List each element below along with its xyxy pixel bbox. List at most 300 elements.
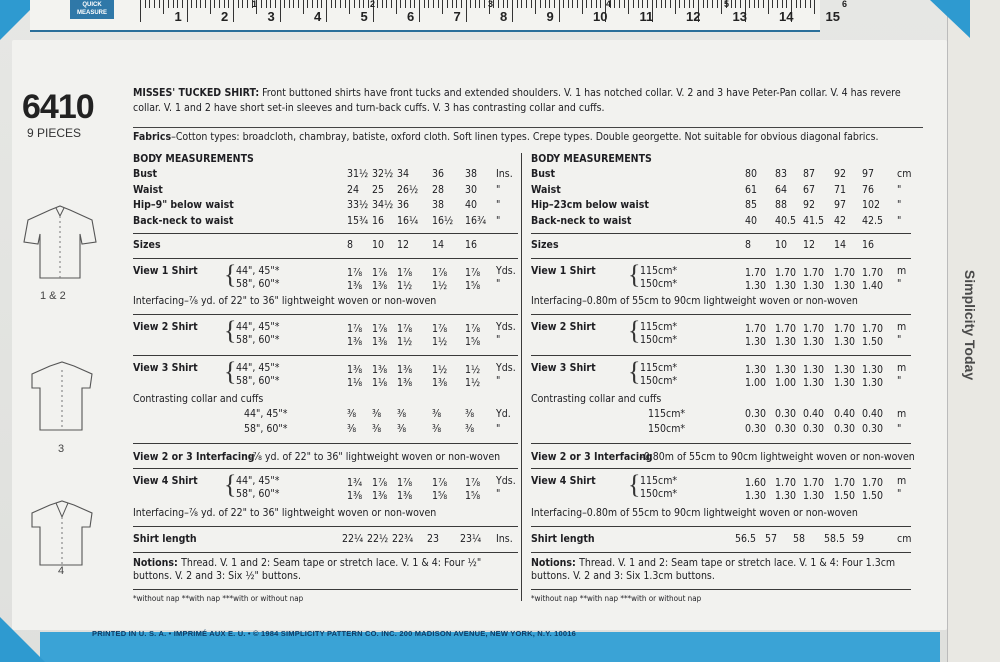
yardage-value: 1½ (465, 364, 481, 376)
yardage-value: 1.00 (745, 377, 767, 389)
view-3-label: 3 (58, 443, 65, 455)
ruler-inch-label: 1 (252, 0, 258, 9)
measurement-value: 97 (862, 168, 875, 180)
ruler-tick (526, 0, 527, 8)
yardage-value: 1.30 (803, 377, 825, 389)
measurement-value: 24 (347, 183, 360, 196)
yardage-value: 1.30 (862, 377, 884, 389)
yardage-unit: " (496, 375, 501, 387)
ruler-tick (261, 0, 262, 8)
yardage-value: 1.30 (775, 490, 797, 502)
divider (531, 233, 911, 234)
yardage-value: 1.30 (745, 490, 767, 502)
notions-text: Thread. V. 1 and 2: Seam tape or stretch lace. V. 1 & 4: Four ½" buttons. V. 2 and 3: Six ½" buttons. (133, 557, 482, 582)
yardage-unit: Yds. (496, 265, 516, 277)
yardage-value: 1.70 (862, 477, 884, 489)
yardage-value: 1⅜ (432, 377, 448, 389)
size-value: 16 (465, 239, 478, 251)
pattern-pieces: 9 PIECES (27, 126, 82, 140)
shirt-view-1-2-icon (20, 200, 100, 285)
divider (133, 233, 518, 234)
ruler-tick (675, 0, 676, 14)
ruler-tick (679, 0, 680, 8)
ruler-tick (270, 0, 271, 8)
ruler-tick (424, 0, 425, 8)
yardage-value: 1.70 (803, 267, 825, 279)
ruler-tick (545, 0, 546, 8)
ruler-tick (549, 0, 550, 8)
size-value: 14 (432, 239, 445, 251)
ruler-tick (577, 0, 578, 8)
measurement-value: 92 (803, 199, 816, 211)
description-title: MISSES' TUCKED SHIRT: (133, 87, 260, 99)
yardage-value: 1.70 (803, 477, 825, 489)
quick-measure-ruler (30, 0, 848, 32)
shirt-length-value: 59 (852, 533, 865, 545)
ruler-inch-label: 4 (606, 0, 612, 9)
fabric-width: 115cm* (640, 265, 678, 277)
ruler-tick (665, 0, 666, 8)
ruler-tick (642, 0, 643, 8)
fabric-width: 58", 60"* (236, 334, 280, 346)
measurement-value: 16¼ (397, 214, 419, 227)
yardage-value: 1⅞ (432, 323, 448, 335)
yardage-value: 0.30 (745, 408, 767, 420)
view-label: View 1 Shirt (531, 265, 596, 277)
measurement-label: Bust (531, 168, 556, 180)
ruler-tick (205, 0, 206, 8)
ruler-tick (758, 0, 759, 8)
measurement-label: Waist (531, 183, 561, 196)
yardage-value: 1.40 (862, 280, 884, 292)
ruler-cm-label: 10 (593, 9, 608, 24)
yardage-value: 1⅛ (347, 377, 363, 389)
pattern-number: 6410 (22, 88, 94, 126)
divider (531, 526, 911, 527)
ruler-tick (782, 0, 783, 8)
interfacing-label: View 2 or 3 Interfacing (133, 451, 255, 463)
ruler-tick (210, 0, 211, 14)
yardage-value: 1.30 (834, 336, 856, 348)
ruler-tick (433, 0, 434, 8)
yardage-value: 1.30 (803, 490, 825, 502)
yardage-value: 1.70 (745, 323, 767, 335)
shirt-length-value: 22¾ (392, 533, 414, 545)
brace-icon: { (224, 260, 237, 289)
ruler-cm-label: 3 (267, 9, 275, 24)
brand-name: Simplicity Today (962, 269, 978, 381)
fabric-width: 150cm* (640, 488, 678, 500)
fabric-width: 44", 45"* (236, 362, 280, 374)
ruler-inch-label: 3 (488, 0, 494, 9)
measurement-value: 25 (372, 183, 385, 196)
ruler-tick (317, 0, 318, 8)
measurement-value: 33½ (347, 199, 369, 211)
interfacing-text: –⅞ yd. of 22" to 36" lightweight woven or non-woven (248, 451, 501, 463)
measurement-value: 40.5 (775, 214, 797, 227)
ruler-tick (182, 0, 183, 8)
sizes-label: Sizes (133, 239, 161, 251)
measurement-value: 41.5 (803, 214, 825, 227)
yardage-value: 1⅜ (372, 364, 388, 376)
yardage-value: 0.30 (834, 423, 856, 435)
divider (133, 258, 518, 259)
ruler-tick (145, 0, 146, 8)
yardage-value: 1½ (432, 336, 448, 348)
yardage-value: ⅜ (465, 423, 475, 435)
ruler-tick (442, 0, 443, 14)
measurement-value: 42 (834, 214, 847, 227)
ruler-tick (531, 0, 532, 8)
ruler-tick (507, 0, 508, 8)
notions-label: Notions: (531, 557, 580, 569)
measurement-unit: " (897, 199, 902, 211)
ruler-tick (159, 0, 160, 8)
yardage-value: 1.00 (775, 377, 797, 389)
measurement-value: 15¾ (347, 214, 369, 227)
yardage-unit: " (897, 334, 902, 346)
yardage-value: 1.30 (745, 364, 767, 376)
measurement-label: Waist (133, 183, 163, 196)
yardage-value: ⅜ (397, 408, 407, 420)
brace-icon: { (628, 260, 641, 289)
ruler-tick (521, 0, 522, 8)
yardage-value: ⅜ (347, 408, 357, 420)
measurement-value: 28 (432, 183, 445, 196)
ruler-tick (396, 0, 397, 14)
measurement-value: 16¾ (465, 214, 487, 227)
fabric-width: 150cm* (640, 278, 678, 290)
yardage-value: 1⅜ (347, 364, 363, 376)
interfacing-note: Interfacing–⅞ yd. of 22" to 36" lightweight woven or non-woven (133, 295, 437, 307)
ruler-tick (670, 0, 671, 8)
ruler-tick (554, 0, 555, 8)
body-measurements-heading: BODY MEASUREMENTS (531, 153, 652, 165)
ruler-tick (563, 0, 564, 8)
ruler-tick (428, 0, 429, 8)
measurement-unit: " (897, 214, 902, 227)
ruler-tick (275, 0, 276, 8)
yardage-value: 1⅞ (372, 267, 388, 279)
yardage-value: 1⅝ (465, 336, 481, 348)
ruler-tick (447, 0, 448, 8)
ruler-tick (363, 0, 364, 8)
ruler-tick (214, 0, 215, 8)
interfacing-note: Interfacing–0.80m of 55cm to 90cm lightweight woven or non-woven (531, 507, 858, 519)
ruler-tick (391, 0, 392, 8)
shirt-length-value: 22¼ (342, 533, 364, 545)
fabric-width: 44", 45"* (236, 321, 280, 333)
ruler-tick (191, 0, 192, 8)
fabric-width: 150cm* (648, 423, 686, 435)
ruler-tick (800, 0, 801, 8)
yardage-value: 1.30 (775, 364, 797, 376)
fabric-width: 115cm* (640, 321, 678, 333)
notions-text: Thread. V. 1 and 2: Seam tape or stretch lace. V. 1 & 4: Four 1.3cm buttons. V. 2 and 3: Six 1.3cm buttons. (531, 557, 896, 582)
view-label: View 2 Shirt (531, 321, 596, 333)
sizes-label: Sizes (531, 239, 559, 251)
ruler-tick (596, 0, 597, 8)
ruler-tick (247, 0, 248, 8)
ruler-tick (731, 0, 732, 8)
measurement-value: 40 (465, 199, 478, 211)
yardage-value: 1½ (432, 280, 448, 292)
size-value: 8 (745, 239, 752, 251)
ruler-tick (582, 0, 583, 14)
yardage-value: 1⅞ (465, 323, 481, 335)
ruler-cm-label: 1 (174, 9, 182, 24)
ruler-tick (568, 0, 569, 8)
measurement-value: 67 (803, 183, 816, 196)
measurement-unit: cm (897, 168, 912, 180)
ruler-tick (187, 0, 188, 22)
fabric-width: 58", 60"* (236, 488, 280, 500)
measurement-value: 71 (834, 183, 847, 196)
footnote: *without nap **with nap ***with or without nap (133, 594, 304, 603)
ruler-tick (298, 0, 299, 8)
interfacing-note: Interfacing–0.80m of 55cm to 90cm lightweight woven or non-woven (531, 295, 858, 307)
ruler-tick (628, 0, 629, 14)
measurement-value: 83 (775, 168, 788, 180)
size-value: 10 (372, 239, 385, 251)
ruler-tick (600, 0, 601, 8)
fabric-width: 44", 45"* (244, 408, 288, 420)
yardage-value: 1½ (465, 377, 481, 389)
corner-decoration (930, 0, 970, 38)
ruler-tick (452, 0, 453, 8)
yardage-value: 1.30 (834, 377, 856, 389)
ruler-tick (280, 0, 281, 22)
ruler-inch-label: 2 (370, 0, 376, 9)
interfacing-text: –0.80m of 55cm to 90cm lightweight woven or non-woven (639, 451, 915, 463)
yardage-value: 1.60 (745, 477, 767, 489)
yardage-unit: " (496, 334, 501, 346)
ruler-tick (786, 0, 787, 8)
fabric-width: 58", 60"* (244, 423, 288, 435)
divider (531, 468, 911, 469)
ruler-tick (647, 0, 648, 8)
divider (531, 355, 911, 356)
shirt-length-value: 23 (427, 533, 440, 545)
ruler-tick (619, 0, 620, 8)
view-1-2-label: 1 & 2 (40, 290, 66, 302)
yardage-value: 1½ (397, 336, 413, 348)
yardage-value: 1⅜ (372, 280, 388, 292)
ruler-tick (456, 0, 457, 8)
view-label: View 4 Shirt (531, 475, 596, 487)
measurement-value: 38 (465, 168, 478, 180)
brace-icon: { (224, 470, 237, 499)
yardage-unit: " (897, 488, 902, 500)
measurement-label: Back-neck to waist (133, 214, 234, 227)
yardage-unit: Yds. (496, 475, 516, 487)
fabrics-section (133, 127, 923, 144)
yardage-value: 1⅝ (432, 490, 448, 502)
measurement-label: Back-neck to waist (531, 214, 632, 227)
yardage-unit: Yd. (496, 408, 511, 420)
divider (133, 443, 518, 444)
ruler-tick (693, 0, 694, 8)
ruler-tick (284, 0, 285, 8)
ruler-tick (340, 0, 341, 8)
ruler-cm-label: 12 (686, 9, 701, 24)
ruler-tick (386, 0, 387, 8)
ruler-tick (712, 0, 713, 8)
yardage-unit: Yds. (496, 362, 516, 374)
yardage-value: 1.30 (862, 364, 884, 376)
size-value: 14 (834, 239, 847, 251)
measurement-value: 85 (745, 199, 758, 211)
ruler-tick (163, 0, 164, 14)
ruler-tick (754, 0, 755, 8)
notions (133, 557, 518, 583)
fabric-width: 115cm* (640, 475, 678, 487)
yardage-value: 1.30 (775, 336, 797, 348)
measurement-unit: " (897, 183, 902, 196)
ruler-tick (173, 0, 174, 8)
shirt-length-value: 23¼ (460, 533, 482, 545)
ruler-cm-label: 13 (732, 9, 747, 24)
ruler-tick (624, 0, 625, 8)
ruler-tick (233, 0, 234, 22)
divider (531, 552, 911, 553)
yardage-unit: " (897, 423, 902, 435)
interfacing-label: View 2 or 3 Interfacing (531, 451, 653, 463)
shirt-view-3-icon (28, 358, 98, 438)
yardage-value: 1⅞ (465, 477, 481, 489)
yardage-unit: " (496, 423, 501, 435)
yardage-value: 1.50 (862, 490, 884, 502)
ruler-tick (293, 0, 294, 8)
yardage-value: 0.30 (775, 423, 797, 435)
ruler-tick (777, 0, 778, 8)
yardage-value: 1⅜ (397, 490, 413, 502)
yardage-value: 1.30 (834, 364, 856, 376)
yardage-value: ⅜ (397, 423, 407, 435)
ruler-cm-label: 14 (779, 9, 794, 24)
measurement-value: 92 (834, 168, 847, 180)
ruler-tick (493, 0, 494, 8)
ruler-cm-label: 5 (360, 9, 368, 24)
ruler-tick (224, 0, 225, 8)
yardage-unit: " (496, 278, 501, 290)
brace-icon: { (224, 316, 237, 345)
ruler-tick (763, 0, 764, 8)
yardage-value: 1.70 (834, 477, 856, 489)
yardage-value: 1.70 (862, 323, 884, 335)
ruler-tick (749, 0, 750, 8)
notions (531, 557, 911, 583)
yardage-unit: m (897, 475, 907, 487)
ruler-tick (503, 0, 504, 8)
ruler-tick (512, 0, 513, 22)
yardage-value: 1⅜ (347, 280, 363, 292)
ruler-tick (475, 0, 476, 8)
yardage-value: 1.70 (775, 323, 797, 335)
ruler-tick (768, 0, 769, 14)
ruler-tick (661, 0, 662, 8)
shirt-length-value: 58 (793, 533, 806, 545)
measurement-unit: " (496, 183, 501, 196)
ruler-tick (740, 0, 741, 8)
yardage-value: 1.30 (834, 280, 856, 292)
yardage-value: ⅜ (372, 408, 382, 420)
ruler-cm-label: 15 (825, 9, 840, 24)
fabrics-label: Fabrics (133, 131, 172, 143)
measurement-value: 30 (465, 183, 478, 196)
ruler-tick (312, 0, 313, 8)
measurement-unit: " (496, 199, 501, 211)
divider (133, 526, 518, 527)
body-measurements-heading: BODY MEASUREMENTS (133, 153, 254, 165)
yardage-unit: " (897, 278, 902, 290)
yardage-value: 1.50 (862, 336, 884, 348)
ruler-tick (461, 0, 462, 8)
yardage-value: 1⅜ (372, 490, 388, 502)
yardage-value: 1⅞ (397, 477, 413, 489)
shirt-length-value: 57 (765, 533, 778, 545)
yardage-value: ⅜ (347, 423, 357, 435)
ruler-tick (219, 0, 220, 8)
yardage-value: 1.70 (775, 267, 797, 279)
measurement-value: 42.5 (862, 214, 884, 227)
ruler-tick (140, 0, 141, 22)
ruler-tick (479, 0, 480, 8)
ruler-tick (805, 0, 806, 8)
yardage-value: 1.70 (834, 323, 856, 335)
measurement-value: 88 (775, 199, 788, 211)
brace-icon: { (628, 316, 641, 345)
ruler-tick (382, 0, 383, 8)
ruler-tick (721, 0, 722, 14)
notions-label: Notions: (133, 557, 182, 569)
fabric-width: 44", 45"* (236, 265, 280, 277)
measurement-value: 64 (775, 183, 788, 196)
ruler-tick (359, 0, 360, 8)
ruler-tick (717, 0, 718, 8)
yardage-value: 1⅜ (372, 336, 388, 348)
measurement-value: 38 (432, 199, 445, 211)
ruler-cm-label: 8 (500, 9, 508, 24)
shirt-length-value: 58.5 (824, 533, 846, 545)
yardage-unit: " (897, 375, 902, 387)
yardage-value: 0.30 (745, 423, 767, 435)
yardage-value: 1.30 (775, 280, 797, 292)
ruler-tick (410, 0, 411, 8)
interfacing-note: Interfacing–⅞ yd. of 22" to 36" lightweight woven or non-woven (133, 507, 437, 519)
ruler-tick (466, 0, 467, 22)
yardage-unit: " (496, 488, 501, 500)
yardage-value: 1⅞ (432, 267, 448, 279)
measurement-value: 34 (397, 168, 410, 180)
yardage-value: 1.30 (803, 364, 825, 376)
measurement-value: 97 (834, 199, 847, 211)
ruler-tick (772, 0, 773, 8)
measurement-label: Bust (133, 168, 158, 180)
ruler-tick (228, 0, 229, 8)
yardage-value: 1.70 (803, 323, 825, 335)
corner-decoration (0, 617, 45, 662)
ruler-tick (498, 0, 499, 8)
ruler-tick (689, 0, 690, 8)
ruler-tick (400, 0, 401, 8)
measurement-value: 16½ (432, 214, 454, 227)
ruler-tick (326, 0, 327, 22)
size-value: 12 (803, 239, 816, 251)
ruler-cm-label: 2 (221, 9, 229, 24)
view-label: View 2 Shirt (133, 321, 198, 333)
yardage-value: ⅜ (372, 423, 382, 435)
